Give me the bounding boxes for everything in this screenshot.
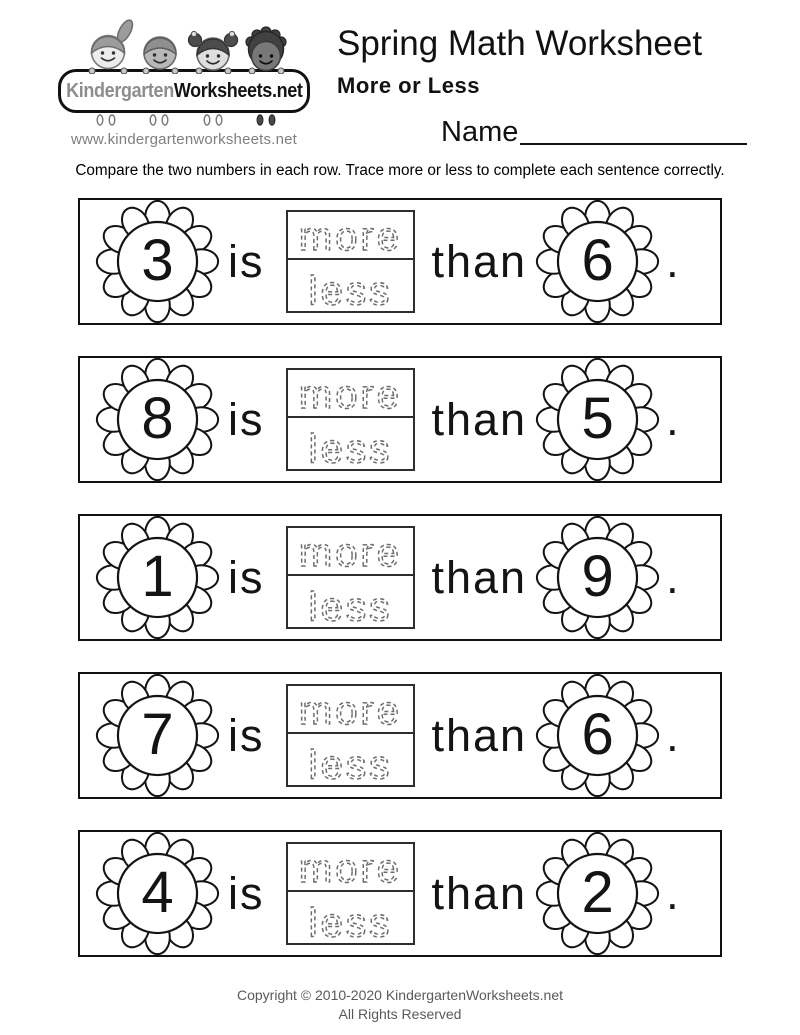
title-block (337, 24, 702, 99)
name-label: Name (441, 116, 519, 148)
trace-less-text: less (308, 268, 392, 314)
kids-feet-icon (58, 112, 310, 128)
sentence-period: . (666, 868, 681, 919)
right-number: 9 (581, 543, 614, 609)
website-url: www.kindergartenworksheets.net (70, 131, 298, 148)
flower-left (94, 200, 221, 323)
trace-less-text: less (308, 426, 392, 472)
page-title: Spring Math Worksheet (337, 24, 703, 63)
left-number: 8 (141, 385, 174, 451)
left-number: 4 (141, 859, 174, 925)
trace-less-cell (288, 418, 413, 470)
copyright-line: Copyright © 2010-2020 KindergartenWorksheets.net (236, 987, 564, 1003)
instructions-text: Compare the two numbers in each row. Trace more or less to complete each sentence correctly. (75, 162, 725, 179)
word-is: is (228, 868, 265, 919)
word-is: is (228, 552, 265, 603)
worksheet-row (78, 830, 722, 957)
worksheet-row (78, 198, 722, 325)
flower-right (534, 516, 661, 639)
brand-name-gray: Kindergarten (65, 79, 174, 102)
worksheet-rows (78, 198, 722, 988)
brand-name-black: Worksheets.net (173, 79, 303, 102)
trace-less-text: less (308, 584, 392, 630)
flower-right (534, 674, 661, 797)
trace-less-cell (288, 260, 413, 312)
trace-less-text: less (308, 900, 392, 946)
name-blank-rule (520, 142, 747, 145)
word-than: than (431, 710, 528, 761)
trace-more-text: more (298, 847, 402, 891)
trace-less-cell (288, 576, 413, 628)
right-number: 5 (581, 385, 614, 451)
kids-illustration-icon (58, 14, 310, 74)
rights-line: All Rights Reserved (338, 1005, 462, 1022)
logo-banner (58, 69, 310, 113)
trace-more-cell (288, 212, 413, 260)
more-less-box (286, 684, 415, 787)
trace-more-cell (288, 844, 413, 892)
worksheet-row (78, 672, 722, 799)
trace-more-cell (288, 528, 413, 576)
sentence-period: . (666, 710, 681, 761)
right-number: 6 (581, 701, 614, 767)
flower-right (534, 832, 661, 955)
footer (0, 986, 800, 1024)
more-less-box (286, 210, 415, 313)
word-than: than (431, 868, 528, 919)
more-less-box (286, 842, 415, 945)
left-number: 7 (141, 701, 174, 767)
flower-left (94, 516, 221, 639)
trace-more-text: more (298, 215, 402, 259)
word-is: is (228, 236, 265, 287)
left-number: 1 (141, 543, 174, 609)
name-line (441, 116, 747, 149)
page-subtitle: More or Less (337, 73, 480, 99)
sentence-period: . (666, 552, 681, 603)
word-than: than (431, 394, 528, 445)
word-than: than (431, 236, 528, 287)
trace-less-cell (288, 734, 413, 786)
worksheet-row (78, 356, 722, 483)
trace-more-text: more (298, 689, 402, 733)
trace-less-text: less (308, 742, 392, 788)
trace-more-text: more (298, 531, 402, 575)
sentence-period: . (666, 394, 681, 445)
trace-less-cell (288, 892, 413, 944)
right-number: 2 (581, 859, 614, 925)
worksheet-row (78, 514, 722, 641)
site-logo (58, 14, 310, 148)
flower-right (534, 200, 661, 323)
word-is: is (228, 710, 265, 761)
more-less-box (286, 368, 415, 471)
flower-right (534, 358, 661, 481)
word-than: than (431, 552, 528, 603)
left-number: 3 (141, 227, 174, 293)
flower-left (94, 674, 221, 797)
right-number: 6 (581, 227, 614, 293)
trace-more-cell (288, 370, 413, 418)
flower-left (94, 832, 221, 955)
more-less-box (286, 526, 415, 629)
flower-left (94, 358, 221, 481)
word-is: is (228, 394, 265, 445)
trace-more-text: more (298, 373, 402, 417)
sentence-period: . (666, 236, 681, 287)
trace-more-cell (288, 686, 413, 734)
